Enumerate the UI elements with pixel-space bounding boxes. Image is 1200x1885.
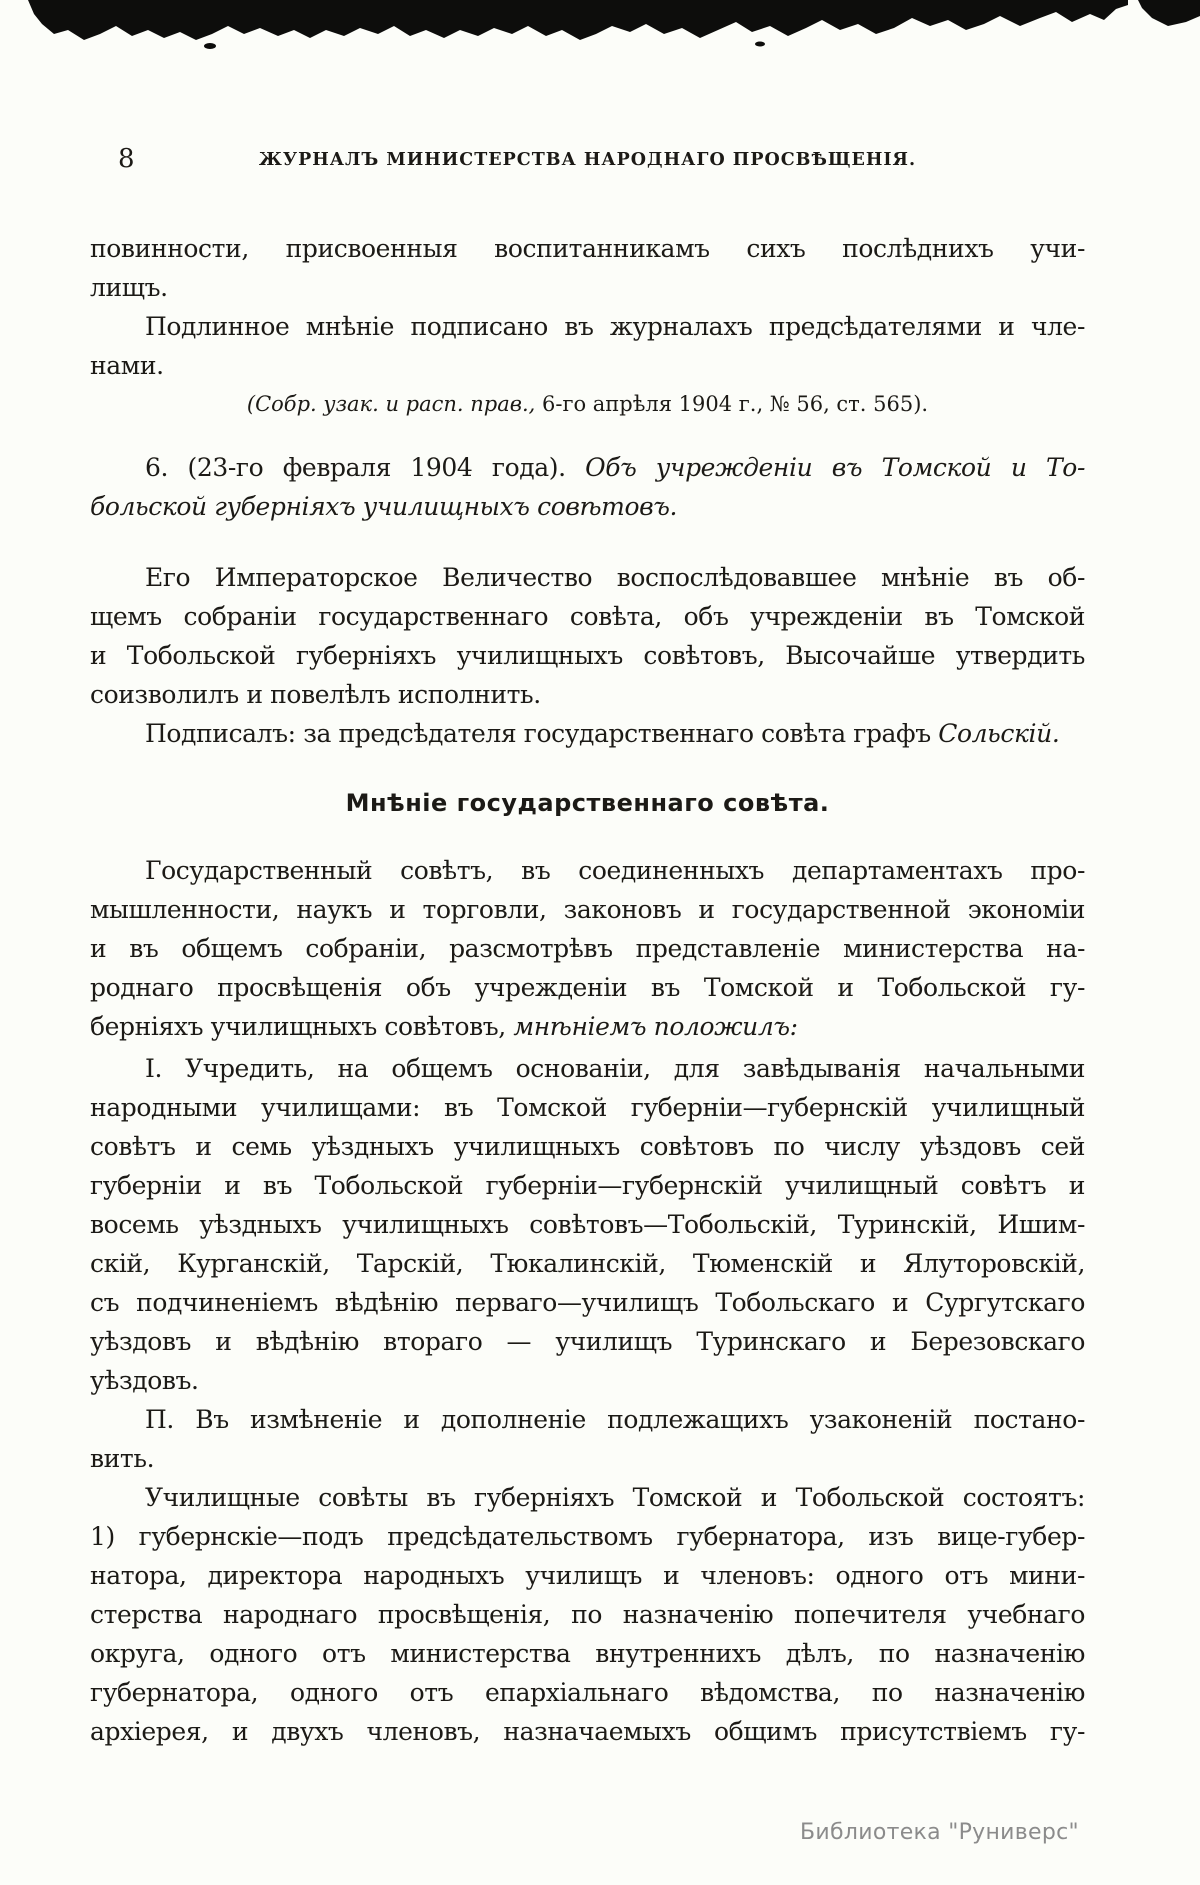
text-line: Подлинное мнѣніе подписано въ журналахъ предсѣдателями и чле-	[145, 312, 1085, 341]
page-number: 8	[118, 144, 135, 174]
text-line	[90, 1007, 1085, 1046]
text-line: народными училищами: въ Томской губерніи—губернскій училищный	[90, 1093, 1085, 1122]
text-line: совѣтъ и семь уѣздныхъ училищныхъ совѣтовъ по числу уѣздовъ сей	[90, 1132, 1085, 1161]
text-line: восемь уѣздныхъ училищныхъ совѣтовъ—Тобольскій, Туринскій, Ишим-	[90, 1210, 1085, 1239]
text-line: уѣздовъ.	[90, 1366, 199, 1395]
text-line: лищъ.	[90, 273, 168, 302]
signature-lead: Подписалъ: за предсѣдателя государственнаго совѣта графъ	[145, 719, 939, 748]
text-line: и въ общемъ собраніи, разсмотрѣвъ представленіе министерства на-	[90, 934, 1085, 963]
section-title-italic: Объ учрежденіи въ Томской и То-	[585, 453, 1085, 482]
text-line: П. Въ измѣненіе и дополненіе подлежащихъ узаконеній постано-	[145, 1405, 1085, 1434]
opinion-heading: Мнѣніе государственнаго совѣта.	[345, 789, 830, 817]
text-line: уѣздовъ и вѣдѣнію втораго — училищъ Туринскаго и Березовскаго	[90, 1327, 1085, 1356]
text-line: архіерея, и двухъ членовъ, назначаемыхъ общимъ присутствіемъ гу-	[90, 1717, 1085, 1746]
paragraph-state-council	[90, 851, 1085, 1046]
signature-line	[90, 714, 1085, 753]
text-line: Училищные совѣты въ губерніяхъ Томской и Тобольской состоятъ:	[145, 1483, 1085, 1512]
scan-edge-artifact	[0, 0, 1200, 60]
library-watermark: Библиотека "Руниверс"	[800, 1820, 1079, 1845]
text-line: натора, директора народныхъ училищъ и членовъ: одного отъ мини-	[90, 1561, 1085, 1590]
text-line: скій, Курганскій, Тарскій, Тюкалинскій, Тюменскій и Ялуторовскій,	[90, 1249, 1085, 1278]
text-line: и Тобольской губерніяхъ училищныхъ совѣтовъ, Высочайше утвердить	[90, 641, 1085, 670]
text-line: губерніи и въ Тобольской губерніи—губернскій училищный совѣтъ и	[90, 1171, 1085, 1200]
signer-name: Сольскій.	[938, 719, 1060, 748]
text-line: Его Императорское Величество воспослѣдовавшее мнѣніе въ об-	[145, 563, 1085, 592]
state-council-last-lead: берніяхъ училищныхъ совѣтовъ,	[90, 1012, 514, 1041]
journal-title: ЖУРНАЛЪ МИНИСТЕРСТВА НАРОДНАГО ПРОСВѢЩЕНІЯ.	[258, 150, 917, 170]
text-line: щемъ собраніи государственнаго совѣта, объ учрежденіи въ Томской	[90, 602, 1085, 631]
paragraph-imperial	[90, 558, 1085, 714]
resolution-phrase: мнѣніемъ положилъ:	[513, 1012, 798, 1041]
text-line: роднаго просвѣщенія объ учрежденіи въ Томской и Тобольской гу-	[90, 973, 1085, 1002]
section-number-date: 6. (23-го февраля 1904 года).	[145, 453, 586, 482]
text-line: больской губерніяхъ училищныхъ совѣтовъ.	[90, 492, 678, 521]
text-line: губернатора, одного отъ епархіальнаго вѣдомства, по назначенію	[90, 1678, 1085, 1707]
paragraph-item-1	[90, 1049, 1085, 1400]
text-line: нами.	[90, 351, 164, 380]
text-line: округа, одного отъ министерства внутреннихъ дѣлъ, по назначенію	[90, 1639, 1085, 1668]
section-6-heading	[90, 448, 1085, 526]
citation-rest: 6-го апрѣля 1904 г., № 56, ст. 565).	[535, 392, 929, 416]
text-line	[90, 448, 1085, 487]
text-line: мышленности, наукъ и торговли, законовъ и государственной экономіи	[90, 895, 1085, 924]
running-head	[90, 144, 1085, 174]
text-line: стерства народнаго просвѣщенія, по назначенію попечителя учебнаго	[90, 1600, 1085, 1629]
paragraph-carryover	[90, 229, 1085, 307]
citation-line	[90, 385, 1085, 426]
paragraph-signed-note	[90, 307, 1085, 385]
text-line: съ подчиненіемъ вѣдѣнію перваго—училищъ Тобольскаго и Сургутскаго	[90, 1288, 1085, 1317]
text-line: Государственный совѣтъ, въ соединенныхъ департаментахъ про-	[145, 856, 1085, 885]
text-column	[90, 229, 1085, 1751]
text-line: I. Учредить, на общемъ основаніи, для завѣдыванія начальными	[145, 1054, 1085, 1083]
text-line: повинности, присвоенныя воспитанникамъ сихъ послѣднихъ учи-	[90, 234, 1085, 263]
text-line: 1) губернскіе—подъ предсѣдательствомъ губернатора, изъ вице-губер-	[90, 1522, 1085, 1551]
text-line: соизволилъ и повелѣлъ исполнить.	[90, 680, 541, 709]
paragraph-item-2	[90, 1400, 1085, 1478]
paragraph-councils	[90, 1478, 1085, 1751]
text-line: вить.	[90, 1444, 155, 1473]
citation-source: (Собр. узак. и расп. прав.,	[246, 392, 536, 416]
